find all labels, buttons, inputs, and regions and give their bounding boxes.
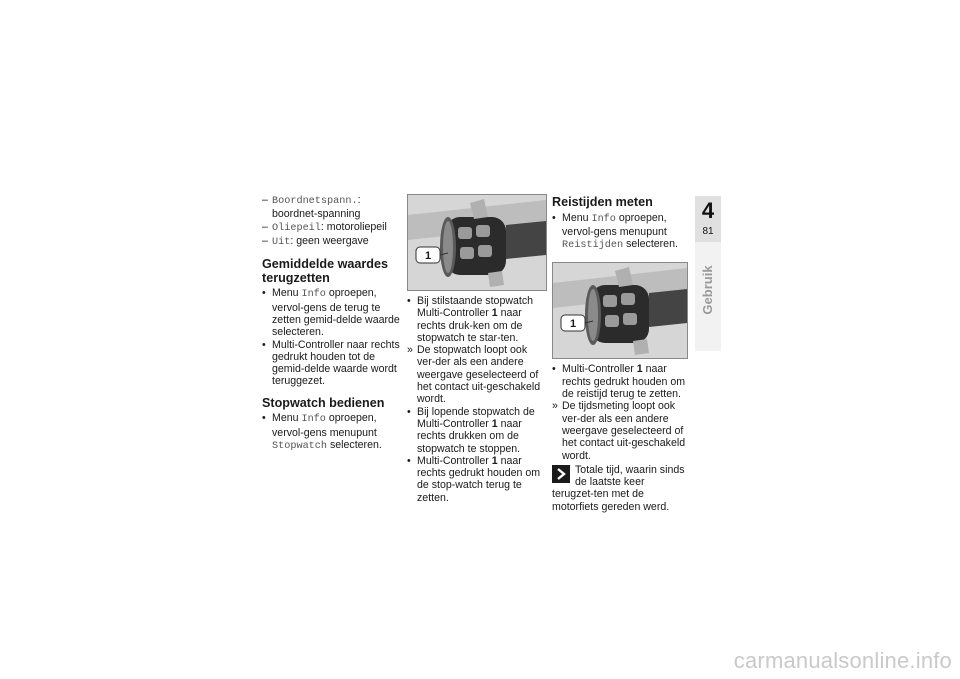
handlebar-controls-photo bbox=[407, 194, 547, 291]
chapter-number: 4 bbox=[701, 198, 715, 223]
page-number: 81 bbox=[702, 226, 714, 237]
list-item: • Multi-Controller 1 naar rechts gedrukt houden om de stop-watch terug te zetten. bbox=[407, 454, 541, 504]
handlebar-illustration bbox=[408, 195, 546, 290]
watermark: carmanualsonline.info bbox=[733, 648, 952, 673]
list-item: • Multi-Controller naar rechts gedrukt houden tot de gemid-delde waarde wordt teruggezet. bbox=[262, 338, 400, 388]
list-item: • Bij stilstaande stopwatch Multi-Controller 1 naar rechts druk-ken om de stopwatch te star-ten. bbox=[407, 295, 534, 344]
list-item: • Menu Info oproepen, vervol-gens menupunt Reistijden selecteren. bbox=[552, 211, 678, 252]
section-heading: Reistijden meten bbox=[552, 195, 653, 209]
section-heading: Stopwatch bedienen bbox=[262, 395, 385, 410]
tip-text: Totale tijd, waarin sinds de laatste keer terugzet-ten met de motorfiets gereden werd. bbox=[552, 463, 685, 513]
list-item: – Oliepeil: motoroliepeil bbox=[262, 220, 387, 234]
chapter-tab-header bbox=[695, 196, 721, 242]
list-item: • Menu Info oproepen, vervol-gens menupunt Stopwatch selecteren. bbox=[262, 412, 382, 452]
column-right bbox=[552, 194, 688, 513]
list-item: » De stopwatch loopt ook ver-der als een andere weergave geselecteerd of het contact uit-geschakeld wordt. bbox=[407, 344, 541, 406]
list-item: • Bij lopende stopwatch de Multi-Controller 1 naar rechts drukken om de stopwatch te stoppen. bbox=[407, 405, 535, 455]
list-item: » De tijdsmeting loopt ook ver-der als een andere weergave geselecteerd of het contact uit-geschakeld wordt. bbox=[552, 400, 686, 462]
chapter-name: Gebruik bbox=[699, 265, 715, 315]
list-item: – Boordnetspann.: boordnet-spanning bbox=[262, 194, 361, 221]
chevron-right-icon bbox=[552, 465, 570, 483]
column-left bbox=[262, 194, 402, 453]
list-item: • Multi-Controller 1 naar rechts gedrukt houden om de reistijd terug te zetten. bbox=[552, 363, 686, 401]
column-middle bbox=[407, 194, 545, 504]
section-heading: Gemiddelde waardes terugzetten bbox=[262, 257, 388, 285]
list-item: • Menu Info oproepen, vervol-gens de terug te zetten gemid-delde waarde selecteren. bbox=[262, 287, 400, 339]
handlebar-controls-photo bbox=[552, 262, 688, 359]
handlebar-illustration bbox=[553, 263, 687, 358]
list-item: – Uit: geen weergave bbox=[262, 234, 369, 248]
callout-label: 1 bbox=[569, 318, 577, 331]
tip-note bbox=[552, 464, 688, 513]
callout-label: 1 bbox=[424, 250, 432, 262]
